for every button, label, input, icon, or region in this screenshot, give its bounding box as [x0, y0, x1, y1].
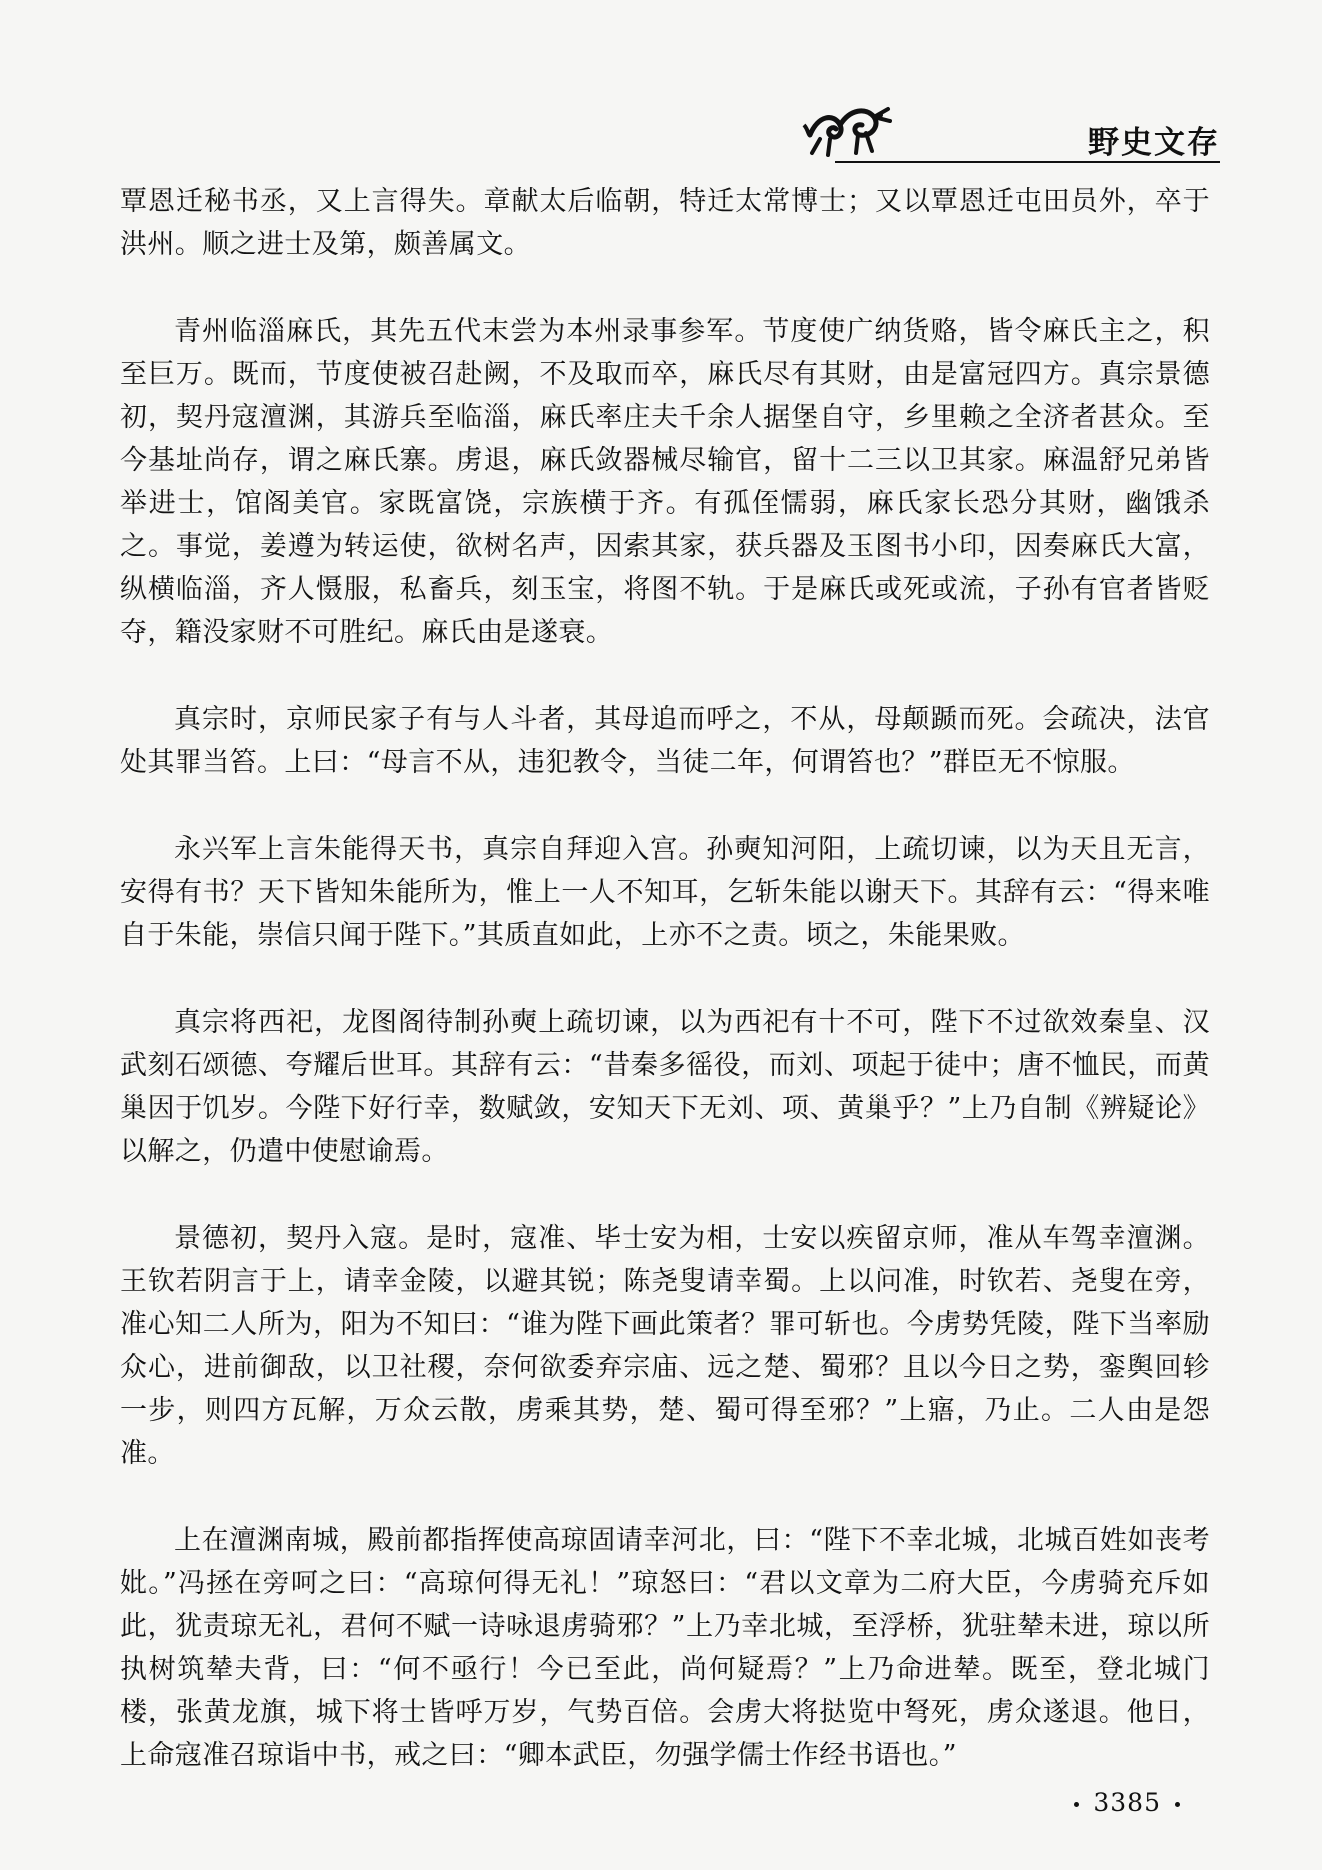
header-rule — [835, 161, 1220, 163]
paragraph-2: 青州临淄麻氏，其先五代末尝为本州录事参军。节度使广纳货赂，皆令麻氏主之，积至巨万。既而，节度使被召赴阙，不及取而卒，麻氏尽有其财，由是富冠四方。真宗景德初，契丹寇澶渊，其游兵至临淄，麻氏率庄夫千余人据堡自守，乡里赖之全济者甚众。至今基址尚存，谓之麻氏寨。虏退，麻氏敛器械尽输官，留十二三以卫其家。麻温舒兄弟皆举进士，馆阁美官。家既富饶，宗族横于齐。有孤侄懦弱，麻氏家长恐分其财，幽饿杀之。事觉，姜遵为转运使，欲树名声，因索其家，获兵器及玉图书小印，因奏麻氏大富，纵横临淄，齐人慑服，私畜兵，刻玉宝，将图不轨。于是麻氏或死或流，子孙有官者皆贬夺，籍没家财不可胜纪。麻氏由是遂衰。 — [120, 316, 1210, 648]
paragraph-4: 永兴军上言朱能得天书，真宗自拜迎入宫。孙奭知河阳，上疏切谏，以为天且无言，安得有书？天下皆知朱能所为，惟上一人不知耳，乞斩朱能以谢天下。其辞有云：“得来唯自于朱能，崇信只闻于陛下。”其质直如此，上亦不之责。顷之，朱能果败。 — [120, 834, 1210, 951]
paragraph-7: 上在澶渊南城，殿前都指挥使高琼固请幸河北，曰：“陛下不幸北城，北城百姓如丧考妣。”冯拯在旁呵之曰：“高琼何得无礼！”琼怒曰：“君以文章为二府大臣，今虏骑充斥如此，犹责琼无礼，君何不赋一诗咏退虏骑邪？”上乃幸北城，至浮桥，犹驻辇未进，琼以所执树筑辇夫背，曰：“何不亟行！今已至此，尚何疑焉？”上乃命进辇。既至，登北城门楼，张黄龙旗，城下将士皆呼万岁，气势百倍。会虏大将挞览中弩死，虏众遂退。他日，上命寇准召琼诣中书，戒之曰：“卿本武臣，勿强学儒士作经书语也。” — [120, 1525, 1210, 1771]
paragraph-5: 真宗将西祀，龙图阁待制孙奭上疏切谏，以为西祀有十不可，陛下不过欲效秦皇、汉武刻石颂德、夸耀后世耳。其辞有云：“昔秦多徭役，而刘、项起于徒中；唐不恤民，而黄巢因于饥岁。今陛下好行幸，数赋敛，安知天下无刘、项、黄巢乎？”上乃自制《辨疑论》以解之，仍遣中使慰谕焉。 — [120, 1007, 1210, 1167]
paragraph-6: 景德初，契丹入寇。是时，寇准、毕士安为相，士安以疾留京师，准从车驾幸澶渊。王钦若阴言于上，请幸金陵，以避其锐；陈尧叟请幸蜀。上以问准，时钦若、尧叟在旁，准心知二人所为，阳为不知曰：“谁为陛下画此策者？罪可斩也。今虏势凭陵，陛下当率励众心，进前御敌，以卫社稷，奈何欲委弃宗庙、远之楚、蜀邪？且以今日之势，銮舆回轸一步，则四方瓦解，万众云散，虏乘其势，楚、蜀可得至邪？”上寤，乃止。二人由是怨准。 — [120, 1223, 1210, 1469]
header-title: 野史文存 — [1088, 125, 1220, 161]
text-body — [120, 180, 1210, 1777]
paragraph-3: 真宗时，京师民家子有与人斗者，其母追而呼之，不从，母颠踬而死。会疏决，法官处其罪当笞。上曰：“母言不从，违犯教令，当徒二年，何谓笞也？”群臣无不惊服。 — [120, 704, 1210, 778]
paragraph-1: 覃恩迁秘书丞，又上言得失。章献太后临朝，特迁太常博士；又以覃恩迁屯田员外，卒于洪州。顺之进士及第，颇善属文。 — [120, 186, 1210, 260]
dot-right — [1175, 1802, 1180, 1807]
page-number — [1060, 1788, 1194, 1817]
dragon-emblem-icon — [800, 95, 896, 161]
page-header — [120, 95, 1220, 165]
dot-left — [1074, 1802, 1079, 1807]
page-number-value: 3385 — [1093, 1788, 1161, 1817]
